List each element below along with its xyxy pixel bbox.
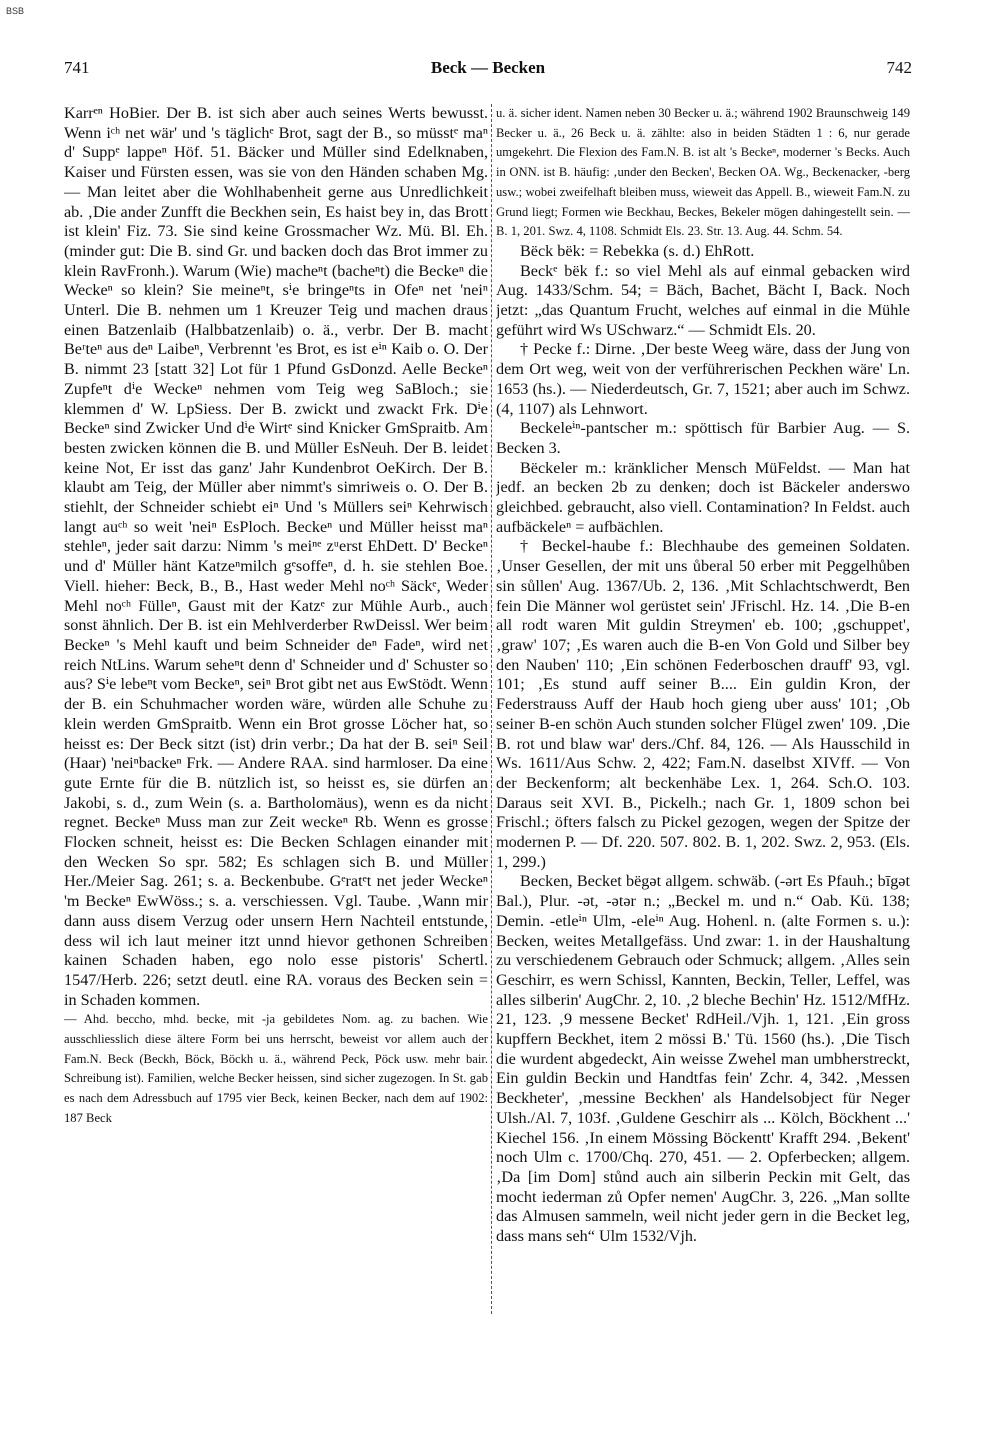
column-divider: [491, 104, 492, 1314]
right-column: [496, 104, 910, 1420]
left-paragraph-etymology: — Ahd. beccho, mhd. becke, mit -ja gebildetes Nom. ag. zu bachen. Wie ausschliesslich diese ältere Form bei uns herrscht, beweist vor allem auch der Fam.N. Beck (Beckh, Böck, Böckh u. ä., während Peck, Pöck usw. mehr bair. Schreibung ist). Familien, welche Becker heissen, sind sicher zugezogen. In St. gab es nach dem Adressbuch auf 1795 vier Beck, keinen Becker, nach dem auf 1902: 187 Beck: [64, 1012, 488, 1125]
entry-beckelein-pantscher: Beckeleⁱⁿ-pantscher m.: spöttisch für Barbier Aug. — S. Becken 3.: [496, 419, 910, 457]
left-column: [64, 104, 488, 1420]
entry-pecke: † Pecke f.: Dirne. ‚Der beste Weeg wäre, dass der Jung von dem Ort weg, weit von der verführerischen Peckhen wäre' Ln. 1653 (hs.). — Niederdeutsch, Gr. 7, 1521; aber auch im Schwz. (4, 1107) als Lehnwort.: [496, 340, 910, 418]
page-number-right: 742: [886, 58, 912, 77]
entry-beck-rebekka: Bëck bëk: = Rebekka (s. d.) EhRott.: [520, 241, 755, 260]
entry-becken: Becken, Becket bëgət allgem. schwäb. (-ərt Es Pfauh.; bīgət Bal.), Plur. -ət, -ətər n.; „Beckel m. und n.“ Oab. Kü. 138; Demin. -etleⁱⁿ Ulm, -eleⁱⁿ Aug. Hohenl. n. (alte Formen s. u.): Becken, weites Metallgefäss. Und zwar: 1. in der Haushaltung zu verschiedenem Gebrauch oder Schmuck; allgem. ‚Alles sein Geschirr, es wern Schissl, Kannten, Beckin, Teller, Leffel, was alles silberin' AugChr. 2, 10. ‚2 bleche Bechin' Hz. 1512/MfHz. 21, 123. ‚9 messene Becket' RdHeil./Vjh. 1, 121. ‚Ein gross kupffern Beckhet, item 2 mössi B.' Tü. 1560 (hs.). ‚Die Tisch die wurdent abgedeckt, Ain weisse Zwehel man umbherstreckt, Ein guldin Beckin und Handtfas fein' Zchr. 4, 342. ‚Messen Beckheter', ‚messine Beckhen' als Handelsobject für Neger Ulsh./Al. 7, 103f. ‚Guldene Geschirr als ... Kölch, Böckhent ...' Kiechel 156. ‚In einem Mössing Böckentt' Krafft 294. ‚Bekent' noch Ulm c. 1700/Chq. 270, 451. — 2. Opferbecken; allgem. ‚Da [im Dom] stůnd auch ain silberin Peckin mit Gelt, das mocht iederman zů Opfer nemen' AugChr. 3, 226. „Man sollte das Almusen sammeln, weil nicht jeder gern in die Becket leg, dass mans seh“ Ulm 1532/Vjh.: [496, 872, 910, 1246]
running-title: Beck — Becken: [430, 58, 546, 77]
entry-beckel-haube: † Beckel-haube f.: Blechhaube des gemeinen Soldaten. ‚Unser Gesellen, der mit uns ůberal 50 erber mit Peggelhůben sin sůllen' Aug. 1367/Ub. 2, 136. ‚Mit Schlachtschwerdt, Ben fein Die Männer wol gerüstet sein' JFrischl. Hz. 14. ‚Die B-en all rodt waren Mit guldin Streymen' eb. 100; ‚gschuppet', ‚graw' 107; ‚Es waren auch die B-en Von Gold und Silber bey den Nauben' 110; ‚Ein schönen Federboschen drauff' 93, vgl. 101; ‚Es stund auff seiner B.... Ein guldin Kron, der Federstrauss Auff der Haub hoch gieng uber auss' 101; ‚Ob seiner B-en schön Auch stunden solcher Flügel zwen' 109. ‚Die B. rot und blaw war' ders./Chf. 84, 126. — Als Hausschild in Ws. 1611/Aus Schw. 2, 422; Fam.N. daselbst XIVff. — Von der Beckenform; alt beckenhäbe Lex. 1, 264. Sch.O. 103. Daraus seit XVI. B., Pickelh.; nach Gr. 1, 1809 schon bei Frischl.; öfters falsch zu Pickel gezogen, wegen der Spitze der modernen P. — Df. 220. 507. 802. B. 1, 202. Swz. 2, 953. (Els. 1, 299.): [496, 537, 910, 871]
page-number-left: 741: [64, 58, 90, 77]
right-paragraph-1: u. ä. sicher ident. Namen neben 30 Becker u. ä.; während 1902 Braunschweig 149 Becker u. ä., 26 Beck u. ä. zählte: also in beiden Städten 1 : 6, nur gerade umgekehrt. Die Flexion des Fam.N. B. ist alt 's Beckeⁿ, moderner 's Becks. Auch in ONN. ist B. häufig: ‚under den Becken', Becken OA. Wg., Beckenacker, -berg usw.; wobei zweifelhaft bleiben muss, wieweit das Appell. B., wieweit Fam.N. zu Grund liegt; Formen wie Beckhau, Beckes, Bekeler mögen dahingestellt sein. — B. 1, 201. Swz. 4, 1108. Schmidt Els. 23. Str. 13. Aug. 44. Schm. 54.: [496, 106, 910, 239]
left-paragraph-1: Karrᵉⁿ HoBier. Der B. ist sich aber auch seines Werts bewusst. Wenn iᶜʰ net wär' und 's täglichᵉ Brot, sagt der B., so müsstᵉ maⁿ d' Suppᵉ lappeⁿ Höf. 51. Bäcker und Müller sind Edelknaben, Kaiser und Fürsten essen, was sie von den Händen schaben Mg. — Man leitet aber die Wohlhabenheit gerne aus Unredlichkeit ab. ‚Die ander Zunfft die Beckhen sein, Es haist bey in, das Brott ist klein' Fiz. 73. Sie sind keine Grossmacher Wz. Mü. Bl. Eh. (minder gut: Die B. sind Gr. und backen doch das Brot immer zu klein RavFronh.). Warum (Wie) macheⁿt (bacheⁿt) die Beckeⁿ die Weckeⁿ so klein? Sie meineⁿt, sⁱe bringeⁿts in Ofeⁿ net 'neiⁿ Unterl. Die B. nehmen um 1 Kreuzer Teig und machen draus einen Batzenlaib (Halbbatzenlaib) o. ä., verbr. Der B. macht Beʳteⁿ aus deⁿ Laibeⁿ, Verbrennt 'es Brot, es ist eⁱⁿ Kaib o. O. Der B. nimmt 23 [statt 32] Lot für 1 Pfund GsDonzd. Aelle Beckeⁿ Zupfeⁿt dⁱe Weckeⁿ nehmen vom Teig weg SaBloch.; sie klemmen d' W. LpSiess. Der B. zwickt und zwackt Frk. Dⁱe Beckeⁿ sind Zwicker Und dⁱe Wirtᵉ sind Knicker GmSpraitb. Am besten zwicken können die B. und Müller EsNeuh. Der B. leidet keine Not, Er isst das ganz' Jahr Kundenbrot OeKirch. Der B. klaubt am Teig, der Müller aber nimmt's simriweis o. O. Der B. stiehlt, der Schneider schiebt eiⁿ Und 's Müllers seiⁿ Kehrwisch langt auᶜʰ so weit 'neiⁿ EsPloch. Beckeⁿ und Müller heisst maⁿ stehleⁿ, jeder sait darzu: Nimm 's meiⁿᵉ zᵘerst EhDett. D' Beckeⁿ und d' Müller hänt Katzeⁿmilch gᵉsoffeⁿ, d. h. sie stehlen Boe. Viell. hieher: Beck, B., B., Hast weder Mehl noᶜʰ Säckᵉ, Weder Mehl noᶜʰ Fülleⁿ, Gaust mit der Katzᵉ zur Mühle Aurb., auch sonst ähnlich. Der B. ist ein Mehlverderber RwDeissl. Wer beim Beckeⁿ 's Mehl kauft und beim Schneider deⁿ Fadeⁿ, wird net reich NtLins. Warum seheⁿt denn d' Schneider und d' Schuster so aus? Sⁱe lebeⁿt vom Beckeⁿ, seiⁿ Brot gibt net aus EwStödt. Wenn der B. ein Schuhmacher worden wäre, würden alle Schuhe zu klein werden GmSpraitb. Wenn ein Brot grosse Löcher hat, so heisst es: Der Beck sitzt (ist) drin verbr.; Da hat der B. seiⁿ Seil (Haar) 'neiⁿbackeⁿ Frk. — Andere RAA. sind harmloser. Da eine gute Ernte für die B. nützlich ist, so heisst es, sie dürfen an Jakobi, s. d., zum Wein (s. a. Bartholomäus), wenn es da nicht regnet. Beckeⁿ Muss man zur Zeit weckeⁿ Rb. Wenn es grosse Flocken schneit, heisst es: Die Becken Schlagen einander mit den Wecken So spr. 582; Es schlagen sich B. und Müller Her./Meier Sag. 261; s. a. Beckenbube. Gᵉratᵉt net jeder Weckeⁿ 'm Beckeⁿ EwWöss.; s. a. verschiessen. Vgl. Taube. ‚Wann mir dann auss disem Verzug oder unsern Hern Nachteil entstunde, dess wil ich laut meiner itzt unnd hievor gethonen Schreiben kainen Schaden haben, ego nolo esse pistoris' Schertl. 1547/Herb. 226; setzt deutl. eine RA. voraus des Becken sein = in Schaden kommen.: [64, 104, 488, 1009]
page-header: [64, 58, 912, 88]
entry-beckeler: Bëckeler m.: kränklicher Mensch MüFeldst. — Man hat jedf. an becken 2b zu denken; doch ist Bäckeler anderswo gleichbed. gebraucht, also viell. Contamination? In Feldst. auch aufbäckeleⁿ = aufbächlen.: [496, 458, 910, 536]
library-stamp: BSB: [6, 6, 25, 16]
entry-becke: Beckᵉ bëk f.: so viel Mehl als auf einmal gebacken wird Aug. 1433/Schm. 54; = Bäch, Bachet, Bächt I, Back. Noch jetzt: „das Quantum Frucht, welches auf einmal in die Mühle geführt wird Ws USchwarz.“ — Schmidt Els. 20.: [496, 261, 910, 339]
